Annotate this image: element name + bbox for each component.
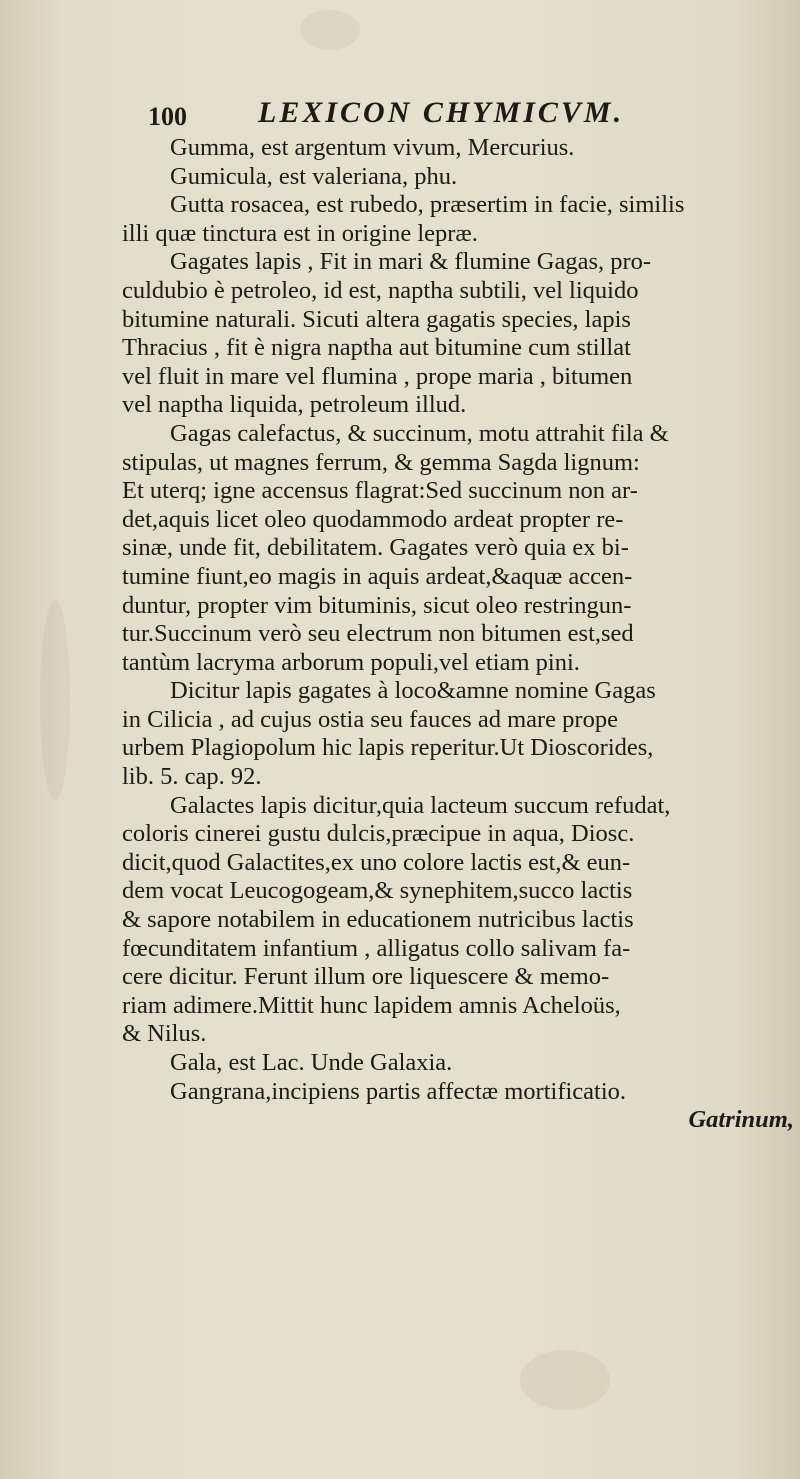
text-line: vel fluit in mare vel flumina , prope maria , bitumen	[122, 362, 633, 390]
text-line: in Cilicia , ad cujus ostia seu fauces ad mare prope	[122, 705, 618, 733]
text-line: Gala, est Lac. Unde Galaxia.	[170, 1049, 453, 1076]
text-line: vel naptha liquida, petroleum illud.	[122, 391, 467, 419]
text-line: tumine fiunt,eo magis in aquis ardeat,&aquæ accen-	[122, 562, 633, 590]
text-line: bitumine naturali. Sicuti altera gagatis species, lapis	[122, 305, 631, 333]
text-line: tur.Succinum verò seu electrum non bitumen est,sed	[122, 620, 634, 648]
text-line: urbem Plagiopolum hic lapis reperitur.Ut Dioscorides,	[122, 734, 654, 762]
text-line: duntur, propter vim bituminis, sicut oleo restringun-	[122, 591, 632, 619]
text-line: Gagates lapis , Fit in mari & flumine Gagas, pro-	[170, 248, 652, 276]
text-line: tantùm lacryma arborum populi,vel etiam pini.	[122, 648, 580, 676]
running-head: LEXICON CHYMICVM.	[258, 96, 625, 129]
text-line: culdubio è petroleo, id est, naptha subtili, vel liquido	[122, 276, 639, 304]
text-line: Gagas calefactus, & succinum, motu attrahit fila &	[170, 419, 669, 447]
text-line: coloris cinerei gustu dulcis,præcipue in aqua, Diosc.	[122, 820, 635, 848]
text-line: Thracius , fit è nigra naptha aut bitumine cum stillat	[122, 334, 631, 362]
text-line: illi quæ tinctura est in origine lepræ.	[122, 219, 478, 247]
paper-stain	[300, 10, 360, 50]
text-line: & Nilus.	[122, 1020, 207, 1048]
text-line: sinæ, unde fit, debilitatem. Gagates verò quia ex bi-	[122, 534, 629, 562]
text-line: Gumicula, est valeriana, phu.	[170, 162, 458, 190]
text-line: det,aquis licet oleo quodammodo ardeat propter re-	[122, 505, 624, 533]
paper-stain	[520, 1350, 610, 1410]
text-line: dicit,quod Galactites,ex uno colore lactis est,& eun-	[122, 848, 631, 876]
text-line: riam adimere.Mittit hunc lapidem amnis Acheloüs,	[122, 991, 621, 1019]
catchword: Gatrinum,	[688, 1106, 794, 1134]
text-line: Gutta rosacea, est rubedo, præsertim in facie, similis	[170, 191, 685, 219]
page-number: 100	[148, 102, 187, 131]
text-line: fœcunditatem infantium , alligatus collo salivam fa-	[122, 934, 631, 962]
text-line: Gangrana,incipiens partis affectæ mortificatio.	[170, 1077, 627, 1105]
text-line: & sapore notabilem in educationem nutricibus lactis	[122, 906, 634, 934]
text-line: Gumma, est argentum vivum, Mercurius.	[170, 134, 575, 161]
text-line: lib. 5. cap. 92.	[122, 763, 262, 791]
text-line: Galactes lapis dicitur,quia lacteum succum refudat,	[170, 791, 671, 819]
text-line: dem vocat Leucogogeam,& synephitem,succo lactis	[122, 877, 633, 905]
text-line: cere dicitur. Ferunt illum ore liquescere & memo-	[122, 963, 610, 991]
paper-stain	[40, 600, 70, 800]
page-header	[148, 96, 708, 136]
text-line: Et uterq; igne accensus flagrat:Sed succinum non ar-	[122, 477, 638, 505]
text-line: stipulas, ut magnes ferrum, & gemma Sagda lignum:	[122, 448, 640, 476]
text-line: Dicitur lapis gagates à loco&amne nomine Gagas	[170, 677, 656, 705]
body-text	[114, 134, 800, 1135]
